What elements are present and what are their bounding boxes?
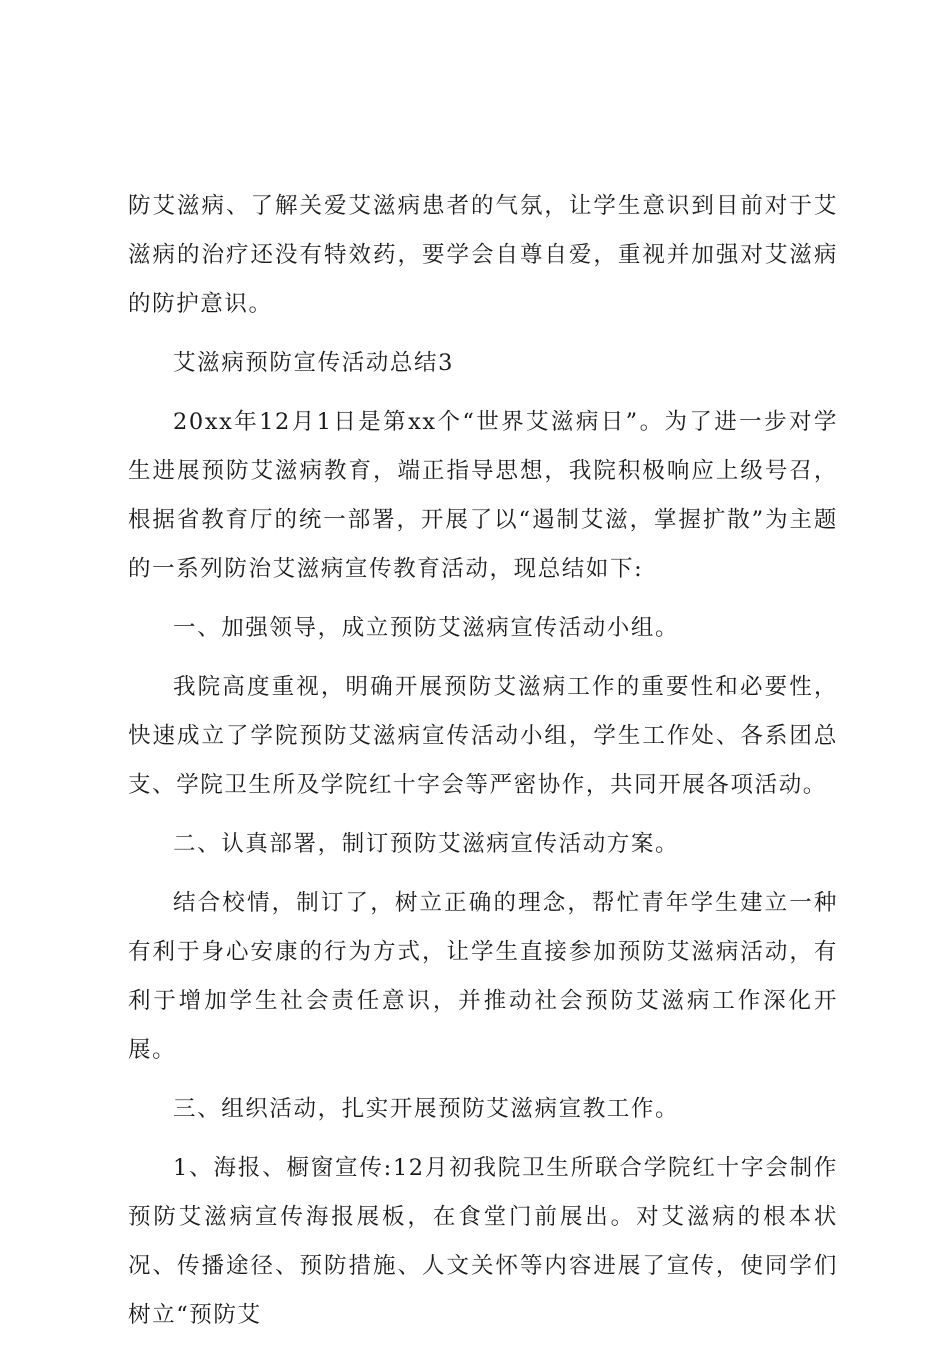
paragraph-plan: 结合校情，制订了，树立正确的理念，帮忙青年学生建立一种有利于身心安康的行为方式，让学生直接参加预防艾滋病活动，有利于增加学生社会责任意识，并推动社会预防艾滋病工作深化开展。: [128, 890, 838, 1063]
paragraph-leadership: 我院高度重视，明确开展预防艾滋病工作的重要性和必要性，快速成立了学院预防艾滋病宣传活动小组，学生工作处、各系团总支、学院卫生所及学院红十字会等严密协作，共同开展各项活动。: [128, 674, 838, 798]
paragraph-intro-continuation: 防艾滋病、了解关爱艾滋病患者的气氛，让学生意识到目前对于艾滋病的治疗还没有特效药，要学会自尊自爱，重视并加强对艾滋病的防护意识。: [128, 193, 838, 317]
paragraph-posters: 1、海报、橱窗宣传:12月初我院卫生所联合学院红十字会制作预防艾滋病宣传海报展板，在食堂门前展出。对艾滋病的根本状况、传播途径、预防措施、人文关怀等内容进展了宣传，使同学们树立“预防艾: [128, 1155, 838, 1328]
paragraph-overview: 20xx年12月1日是第xx个“世界艾滋病日”。为了进一步对学生进展预防艾滋病教育，端正指导思想，我院积极响应上级号召，根据省教育厅的统一部署，开展了以“遏制艾滋，掌握扩散”为主题的一系列防治艾滋病宣传教育活动，现总结如下:: [128, 409, 838, 582]
heading-three: 三、组织活动，扎实开展预防艾滋病宣教工作。: [173, 1096, 680, 1122]
section-title: 艾滋病预防宣传活动总结3: [173, 350, 455, 376]
heading-one: 一、加强领导，成立预防艾滋病宣传活动小组。: [173, 615, 680, 641]
document-body: [128, 182, 838, 1350]
heading-two: 二、认真部署，制订预防艾滋病宣传活动方案。: [173, 831, 680, 857]
